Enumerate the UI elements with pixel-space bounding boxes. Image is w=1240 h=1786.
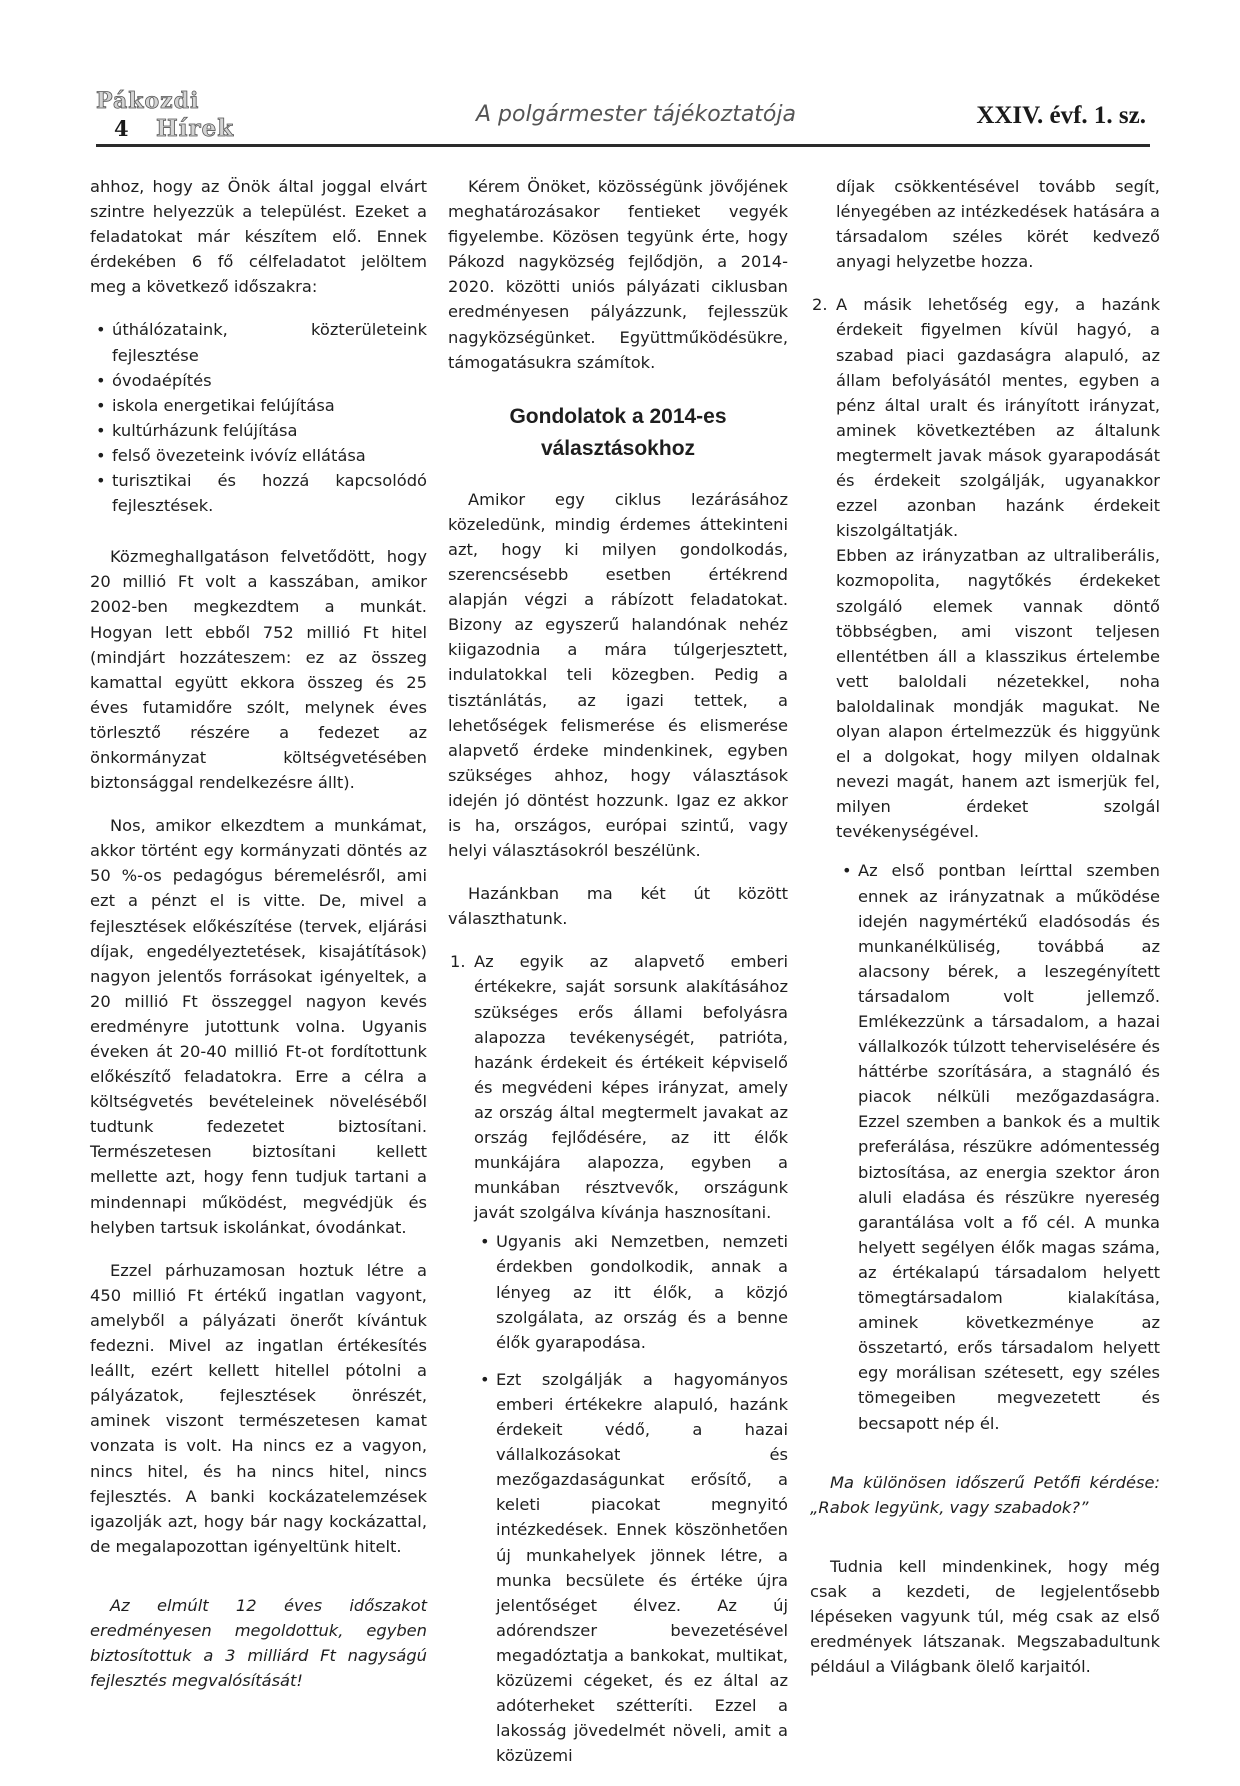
paragraph: Tudnia kell mindenkinek, hogy még csak a kezdeti, de legjelentősebb lépéseken vagyunk túl, még csak az első eredmények látszanak. Megszabadultunk például a Világbank ölelő karjaitól. [810, 1556, 1160, 1677]
list-item: • iskola energetikai felújítása [90, 393, 427, 418]
page-number: 4 [114, 116, 129, 141]
closing-statement: Az elmúlt 12 éves időszakot eredményesen megoldottuk, egyben biztosítottuk a 3 milliárd Ft nagyságú fejlesztés megvalósítását! [90, 1595, 427, 1691]
masthead [96, 88, 1150, 146]
sub-list [474, 1229, 788, 1768]
column-3 [810, 174, 1160, 1697]
numbered-list [448, 949, 788, 1768]
item-text: Az egyik az alapvető emberi értékekre, saját sorsunk alakításához szükséges erős állami befolyásra alapozza tevékenységét, patrióta, hazánk érdekeit és értékeit képviselő és megvédeni képes irányzat, amely az ország által megtermelt javakat az ország fejlődésére, az itt élők munkájára alapozza, egyben a munkában résztvevők, országunk javát szolgálva kívánja hasznosítani. [474, 952, 788, 1223]
column-1 [90, 174, 427, 1711]
goal-list [90, 317, 427, 518]
logo-line2: Hírek [156, 115, 235, 142]
item-number: 2. [812, 295, 828, 315]
list-item: • Ugyanis aki Nemzetben, nemzeti érdekben gondolkodik, annak a lényeg az itt élők, a közjó szolgálata, az ország és a benne élők gyarapodása. [474, 1229, 788, 1354]
paragraph: Hazánkban ma két út között választhatunk. [448, 884, 788, 929]
newspaper-logo [96, 88, 256, 144]
list-item: • kultúrházunk felújítása [90, 418, 427, 443]
list-item: • felső övezeteink ivóvíz ellátása [90, 443, 427, 468]
numbered-item [448, 949, 788, 1768]
issue-number: XXIV. évf. 1. sz. [976, 102, 1146, 129]
item-text: A másik lehetőség egy, a hazánk érdekeit figyelmen kívül hagyó, a szabad piaci gazdaságra alapuló, az állam befolyásától mentes, egyben a pénz által uralt és irányított irányzat, aminek következtében az általunk megtermelt javak mások gyarapodását és érdekeit szolgálják, ugyanakkor ezzel azonban hazánk érdekeit kiszolgáltatják. [836, 295, 1160, 541]
header-rule [96, 144, 1150, 147]
paragraph: ahhoz, hogy az Önök által joggal elvárt szintre helyezzük a települést. Ezeket a feladatokat már készítem elő. Ennek érdekében 6 fő célfeladatot jelöltem meg a következő időszakra: [90, 177, 427, 297]
logo-line1: Pákozdi [96, 88, 200, 114]
item-number: 1. [450, 952, 466, 972]
article-heading: Gondolatok a 2014-es választásokhoz [509, 404, 727, 460]
paragraph: Kérem Önöket, közösségünk jövőjének meghatározásakor fentieket vegyék figyelembe. Közösen tegyünk érte, hogy Pákozd nagyközség fejlődjön, a 2014-2020. közötti uniós pályázati ciklusban eredményesen pályázzunk, fejlesszük nagyközségünket. Együttműködésükre, támogatásukra számítok. [448, 177, 788, 372]
paragraph: Nos, amikor elkezdtem a munkámat, akkor történt egy kormányzati döntés az 50 %-os pedagógus béremelésről, ami ezt a pénzt el is vitte. De, mivel a fejlesztések előkészítése (tervek, eljárási díjak, engedélyeztetések, kisajátítások) nagyon jelentős forrásokat igényeltek, a 20 millió Ft összeggel nagyon kevés eredményre jutottunk volna. Ugyanis éveken át 20-40 millió Ft-ot fordítottunk előkészítő feladatokra. Erre a célra a költségvetés bevételeinek növeléséből tudtunk fedezetet biztosítani. Természetesen biztosítani kellett mellette azt, hogy fenn tudjuk tartani a mindennapi működést, megvédjük és helyben tartsuk iskolánkat, óvodánkat. [90, 816, 427, 1237]
paragraph: Amikor egy ciklus lezárásához közeledünk, mindig érdemes áttekinteni azt, hogy ki milyen gondolkodás, szerencsésebb esetben értékrend alapján végzi a rábízott feladatokat. Bizony az egyszerű halandónak nehéz kiigazodnia a mára túlgerjesztett, indulatokkal teli közegben. Pedig a tisztánlátás, az igazi tettek, a lehetőségek felismerése és elismerése alapvető érdeke mindenkinek, egyben szükséges ahhoz, hogy választások idején jó döntést hozzunk. Igaz ez akkor is ha, országos, európai szintű, vagy helyi választásokról beszélünk. [448, 489, 788, 861]
numbered-list [810, 292, 1160, 1435]
item-text: Ebben az irányzatban az ultraliberális, kozmopolita, nagytőkés érdekeket szolgáló elemek vannak döntő többségben, ami viszont teljesen ellentétben áll a klasszikus értelembe vett baloldali nézetekkel, noha baloldalinak mondják magukat. Ne olyan alapon értelmezzük és higgyünk el a dolgokat, hogy milyen oldalnak nevezi magát, hanem azt ismerjük fel, milyen érdeket szolgál tevékenységével. [836, 546, 1160, 842]
list-item: • Ezt szolgálják a hagyományos emberi értékekre alapuló, hazánk érdekeit védő, a hazai vállalkozásokat és mezőgazdaságunkat erősítő, a keleti piacokat megnyitó intézkedések. Ennek köszönhetően új munkahelyek jönnek létre, a munka becsülete és értéke újra jelentőséget élvez. Az új adórendszer bevezetésével megadóztatja a bankokat, multikat, közüzemi cégeket, és ez által az adóterheket szétteríti. Ezzel a lakosság jövedelmét növeli, amit a közüzemi [474, 1367, 788, 1769]
list-item: • úthálózataink, közterületeink fejlesztése [90, 317, 427, 367]
continued-text: díjak csökkentésével tovább segít, lényegében az intézkedések hatására a társadalom széles körét kedvező anyagi helyzetbe hozza. [836, 177, 1160, 272]
column-2 [448, 174, 788, 1786]
list-item: • Az első pontban leírttal szemben ennek az irányzatnak a működése idején nagymértékű eladósodás és munkanélküliség, továbbá az alacsony bérek, a leszegényített társadalom volt jellemző. Emlékezzünk a társadalom, a hazai vállalkozók túlzott teherviselésére és háttérbe szorítására, a stagnáló és piacok nélküli mezőgazdaságra. Ezzel szemben a bankok és a multik preferálása, részükre adómentesség biztosítása, az energia szektor áron aluli eladása és részükre nyereség garantálása volt a fő cél. A munka helyett segélyen élők magas száma, az értékalapú társadalom helyett tömegtársadalom kialakítása, aminek következménye az összetartó, erős társadalom helyett egy morálisan szétesett, egy széles tömegeiben megvezetett és becsapott nép él. [836, 858, 1160, 1435]
section-title: A polgármester tájékoztatója [476, 102, 796, 127]
list-item: • turisztikai és hozzá kapcsolódó fejlesztések. [90, 468, 427, 518]
sub-list [836, 858, 1160, 1435]
numbered-item [810, 292, 1160, 1435]
list-item: • óvodaépítés [90, 368, 427, 393]
paragraph: Ezzel párhuzamosan hoztuk létre a 450 millió Ft értékű ingatlan vagyont, amelyből a pályázati önerőt kívántuk fedezni. Mivel az ingatlan értékesítés leállt, ezért kellett hitellel pótolni a pályázatok, fejlesztések önrészét, aminek viszont természetesen kamat vonzata is volt. Ha nincs ez a vagyon, nincs hitel, és ha nincs hitel, nincs fejlesztés. A banki kockázatelemzések igazolják azt, hogy bár nagy kockázattal, de megalapozottan igényeltünk hitelt. [90, 1260, 427, 1556]
petofi-quote: Ma különösen időszerű Petőfi kérdése: „Rabok legyünk, vagy szabadok?” [810, 1472, 1160, 1517]
paragraph: Közmeghallgatáson felvetődött, hogy 20 millió Ft volt a kasszában, amikor 2002-ben megkezdtem a munkát. Hogyan lett ebből 752 millió Ft hitel (mindjárt hozzáteszem: ez az összeg kamattal együtt ekkora összeg és 25 éves futamidőre szólt, melynek éves törlesztő részére a fedezet az önkormányzat költségvetésében biztonsággal rendelkezésre állt). [90, 547, 427, 793]
